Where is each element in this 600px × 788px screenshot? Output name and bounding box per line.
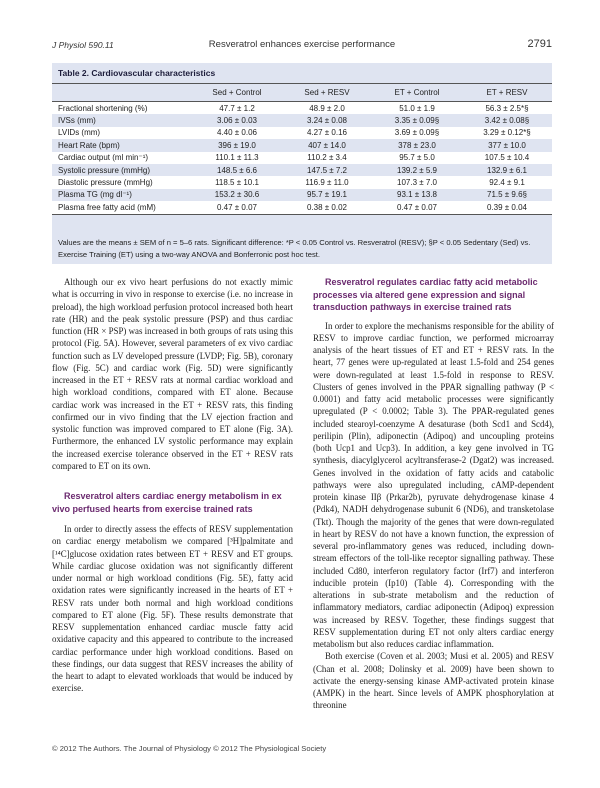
- paragraph: Although our ex vivo heart perfusions do not exactly mimic what is occurring in vivo in response to exercise (i.e. no increase in preload), the high workload perfusion protocol increased both heart rate (HR) and the peak systolic pressure (PSP) and thus cardiac function (HR × PSP) was increased in both groups of rats using this protocol (Fig. 5A). However, several parameters of ex vivo cardiac function such as LV developed pressure (LVDP; Fig. 5B), coronary flow (Fig. 5C) and cardiac work (Fig. 5D) were significantly increased in the ET + RESV rats at normal cardiac workload and high workload conditions, compared with ET alone. Because cardiac work was increased in the ET + RESV rats, this finding confirmed our in vivo finding that the LV ejection fraction and systolic function was improved compared to ET alone (Fig. 3A). Furthermore, the enhanced LV systolic performance may explain the increased exercise tolerance observed in the ET + RESV rats compared to ET on its own.: [52, 277, 293, 471]
- table-cell: 110.1 ± 11.3: [192, 152, 282, 164]
- table-row: [52, 102, 552, 115]
- table-cell: 3.06 ± 0.03: [192, 114, 282, 126]
- row-label: Plasma TG (mg dl⁻¹): [52, 189, 192, 201]
- table-cell: 153.2 ± 30.6: [192, 189, 282, 201]
- table-cell: 3.69 ± 0.09§: [372, 127, 462, 139]
- table-cell: 0.38 ± 0.02: [282, 201, 372, 214]
- table-cell: 4.40 ± 0.06: [192, 127, 282, 139]
- column-header: Sed + Control: [192, 84, 282, 102]
- table-cell: 48.9 ± 2.0: [282, 102, 372, 115]
- row-label: LVIDs (mm): [52, 127, 192, 139]
- column-header: [52, 84, 192, 102]
- table-cell: 107.5 ± 10.4: [462, 152, 552, 164]
- running-title: Resveratrol enhances exercise performance: [208, 39, 396, 50]
- table-cell: 116.9 ± 11.0: [282, 176, 372, 188]
- table-cell: 132.9 ± 6.1: [462, 164, 552, 176]
- table-row: [52, 139, 552, 151]
- cardiovascular-table: [52, 83, 552, 215]
- table-cell: 56.3 ± 2.5*§: [462, 102, 552, 115]
- row-label: Diastolic pressure (mmHg): [52, 176, 192, 188]
- table-cell: 71.5 ± 9.6§: [462, 189, 552, 201]
- table-cell: 92.4 ± 9.1: [462, 176, 552, 188]
- table-row: [52, 189, 552, 201]
- table-cell: 396 ± 19.0: [192, 139, 282, 151]
- table-cell: 95.7 ± 19.1: [282, 189, 372, 201]
- table-cell: 3.24 ± 0.08: [282, 114, 372, 126]
- page-number: 2791: [527, 38, 552, 50]
- table-cell: 3.29 ± 0.12*§: [462, 127, 552, 139]
- paragraph: Both exercise (Coven et al. 2003; Musi et al. 2005) and RESV (Chan et al. 2008; Dolinsky et al. 2009) have been shown to activate the energy-sensing kinase AMP-activated protein kinase (AMPK) in the heart. Since levels of AMPK phosphorylation at threonine: [313, 651, 554, 711]
- row-label: IVSs (mm): [52, 114, 192, 126]
- table-cell: 139.2 ± 5.9: [372, 164, 462, 176]
- journal-citation: J Physiol 590.11: [52, 40, 114, 50]
- table-cell: 4.27 ± 0.16: [282, 127, 372, 139]
- table-footnote: Values are the means ± SEM of n = 5–6 rats. Significant difference: *P < 0.05 Control vs. Resveratrol (RESV); §P < 0.05 Sedentary (Sed) vs. Exercise Training (ET) using a two-way ANOVA and Bonferronic post hoc test.: [58, 238, 531, 259]
- column-header: ET + Control: [372, 84, 462, 102]
- table-cell: 3.42 ± 0.08§: [462, 114, 552, 126]
- table-caption: Table 2. Cardiovascular characteristics: [58, 68, 216, 78]
- row-label: Cardiac output (ml min⁻¹): [52, 152, 192, 164]
- table-cell: 148.5 ± 6.6: [192, 164, 282, 176]
- left-column: [52, 276, 293, 695]
- row-label: Fractional shortening (%): [52, 102, 192, 115]
- copyright-footer: © 2012 The Authors. The Journal of Physiology © 2012 The Physiological Society: [52, 744, 327, 753]
- table-row: [52, 164, 552, 176]
- table-cell: 377 ± 10.0: [462, 139, 552, 151]
- row-label: Plasma free fatty acid (mM): [52, 201, 192, 214]
- table-cell: 110.2 ± 3.4: [282, 152, 372, 164]
- table-cell: 147.5 ± 7.2: [282, 164, 372, 176]
- table-cell: 95.7 ± 5.0: [372, 152, 462, 164]
- table-cell: 3.35 ± 0.09§: [372, 114, 462, 126]
- table-row: [52, 114, 552, 126]
- paragraph: In order to explore the mechanisms responsible for the ability of RESV to improve cardiac function, we performed microarray analysis of the heart tissues of ET and ET + RESV rats. In the heart, 77 genes were up-regulated at least 1.5-fold and 254 genes were down-regulated at least 1.5-fold in response to RESV. Clusters of genes involved in the PPAR signalling pathway (P < 0.0001) and fatty acid metabolic processes were significantly upregulated (P < 0.0002; Table 3). The PPAR-regulated genes included stearoyl-coenzyme A desaturase (both Scd1 and Scd4), perilipin (Plin), adiponectin (Adipoq) and uncoupling proteins (both Ucp1 and Ucp3). In addition, a key gene involved in TG synthesis, diacylglycerol acyltransferase-2 (Dgat2) was increased. Genes involved in the oxidation of fatty acids and catabolic pathways were also upregulated including, cAMP-dependent protein kinase IIβ (Prkar2b), pyruvate dehydrogenase kinase 4 (Pdk4), NADH dehydrogenase subunit 6 (ND6), and transketolase (Tkt). Though the majority of the genes that were down-regulated in heart by RESV do not have a known function, the expression of several pro-inflammatory genes was reduced, including down-stream effectors of the toll-like receptor signalling pathway. These included Cd80, interferon regulatory factor (Irf7) and interferon inducible protein (Ip10) (Table 4). Corresponding with the alterations in sub-strate metabolism and the reduction of inflammatory mediators, cardiac adiponectin (Adipoq) expression was increased by RESV. Together, these findings suggest that RESV supplementation during ET not only alters cardiac energy metabolism but also reduces cardiac inflammation.: [313, 320, 554, 649]
- table-row: [52, 152, 552, 164]
- section-heading: Resveratrol regulates cardiac fatty acid metabolic processes via altered gene expression and signal transduction pathways in exercise trained rats: [313, 277, 538, 312]
- table-cell: 51.0 ± 1.9: [372, 102, 462, 115]
- column-header: Sed + RESV: [282, 84, 372, 102]
- table-cell: 107.3 ± 7.0: [372, 176, 462, 188]
- paragraph: In order to directly assess the effects of RESV supplementation on cardiac energy metabolism we compared [³H]palmitate and [¹⁴C]glucose oxidation rates between ET + RESV and ET groups. While cardiac glucose oxidation was not significantly different under normal or high workload conditions (Fig. 5E), fatty acid oxidation rates were significantly increased in the hearts of ET + RESV rats under both normal and high workload conditions compared to ET alone (Fig. 5F). These results demonstrate that RESV supplementation enhanced cardiac muscle fatty acid oxidative capacity and this appeared to contribute to the increased cardiac performance under high workload conditions. Based on these findings, our data suggest that RESV increases the ability of the heart to adapt to elevated workloads that would be induced by exercise.: [52, 524, 293, 694]
- table-cell: 378 ± 23.0: [372, 139, 462, 151]
- table-row: [52, 201, 552, 214]
- section-heading: Resveratrol alters cardiac energy metabolism in ex vivo perfused hearts from exercise trained rats: [52, 491, 282, 514]
- row-label: Heart Rate (bpm): [52, 139, 192, 151]
- table-cell: 0.47 ± 0.07: [192, 201, 282, 214]
- table-header-row: [52, 84, 552, 102]
- column-header: ET + RESV: [462, 84, 552, 102]
- table-2: [52, 63, 552, 264]
- table-cell: 118.5 ± 10.1: [192, 176, 282, 188]
- table-cell: 47.7 ± 1.2: [192, 102, 282, 115]
- row-label: Systolic pressure (mmHg): [52, 164, 192, 176]
- table-cell: 0.47 ± 0.07: [372, 201, 462, 214]
- table-cell: 93.1 ± 13.8: [372, 189, 462, 201]
- table-row: [52, 127, 552, 139]
- table-cell: 407 ± 14.0: [282, 139, 372, 151]
- right-column: [313, 276, 554, 712]
- running-header: [52, 38, 552, 52]
- table-cell: 0.39 ± 0.04: [462, 201, 552, 214]
- table-row: [52, 176, 552, 188]
